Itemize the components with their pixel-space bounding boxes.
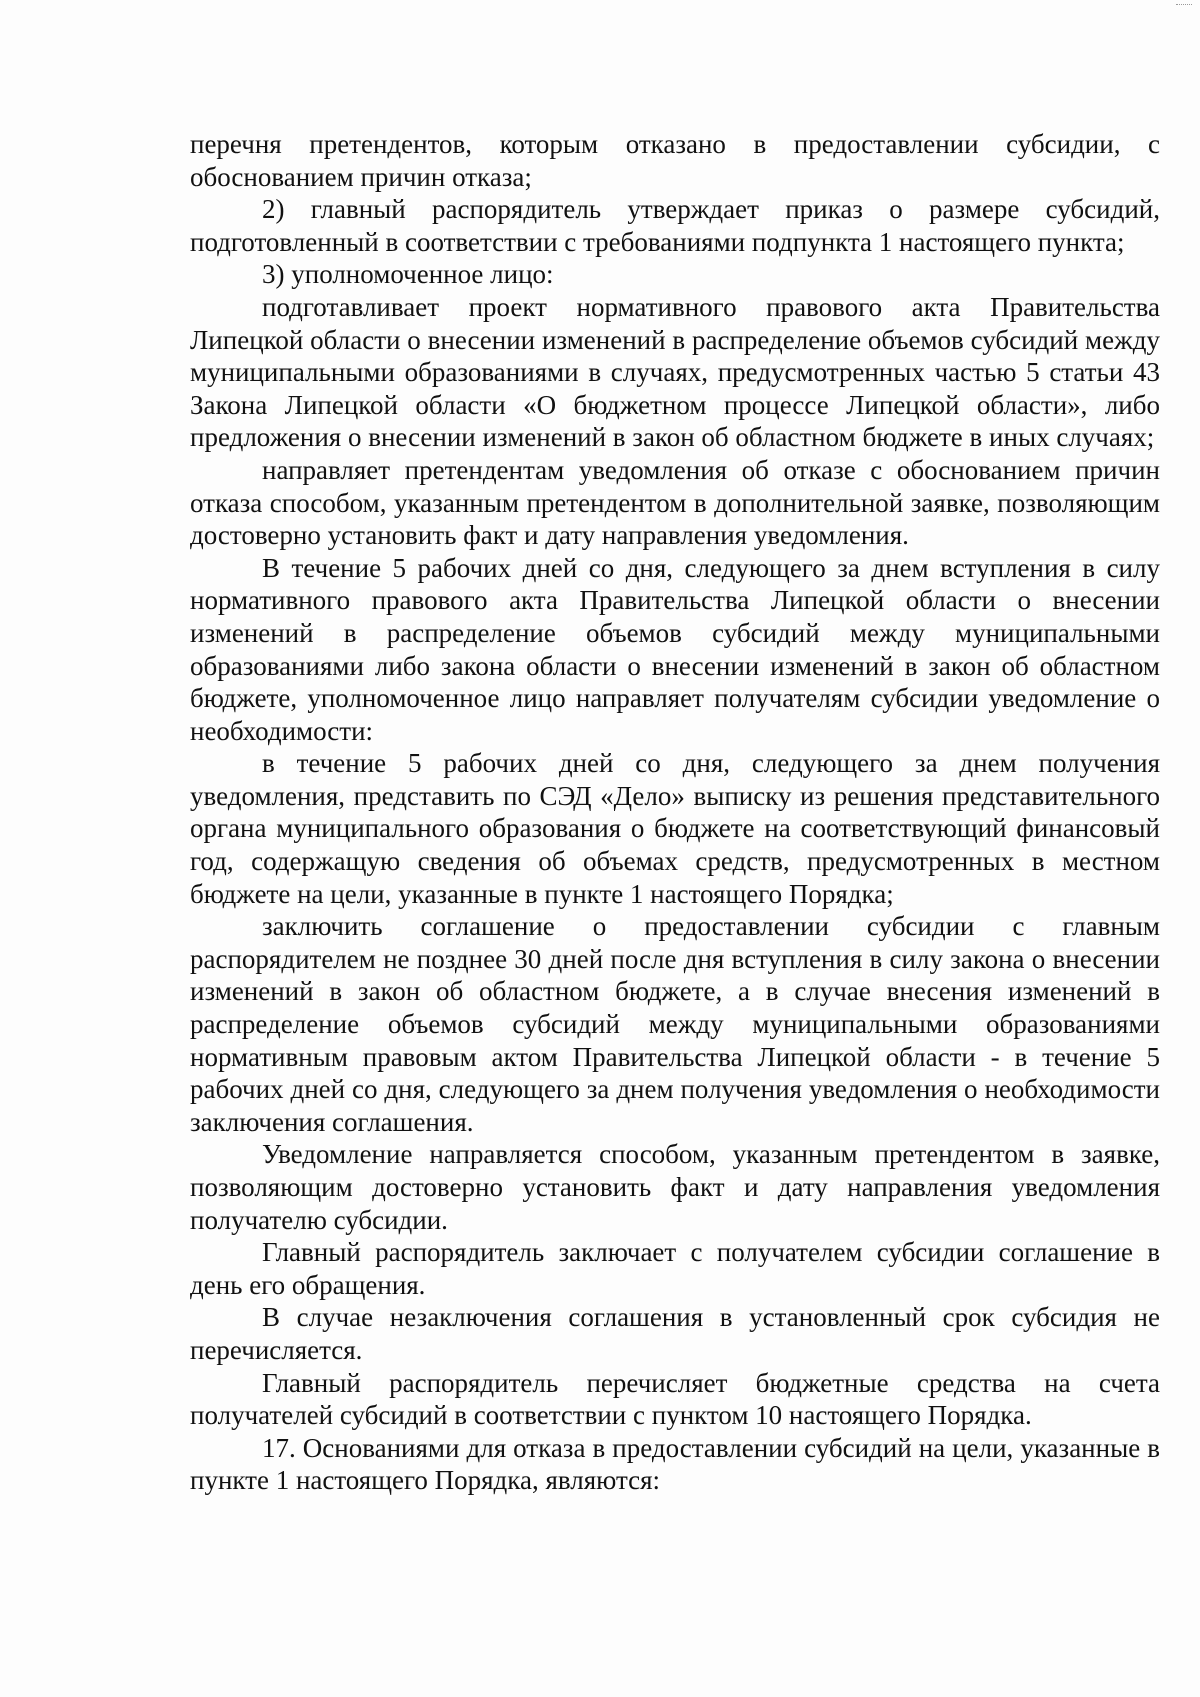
paragraph: 2) главный распорядитель утверждает приказ о размере субсидий, подготовленный в соответствии с требованиями подпункта 1 настоящего пункта; bbox=[190, 194, 1160, 257]
paragraph: направляет претендентам уведомления об отказе с обоснованием причин отказа способом, указанным претендентом в дополнительной заявке, позволяющим достоверно установить факт и дату направления уведомления. bbox=[190, 454, 1160, 551]
paragraph: Главный распорядитель заключает с получателем субсидии соглашение в день его обращения. bbox=[190, 1237, 1160, 1300]
paragraph: В течение 5 рабочих дней со дня, следующего за днем вступления в силу нормативного правового акта Правительства Липецкой области о внесении изменений в распределение объемов субсидий между муниципальными образованиями либо закона области о внесении изменений в закон об областном бюджете, уполномоченное лицо направляет получателям субсидии уведомление о необходимости: bbox=[190, 552, 1160, 746]
paragraph: 3) уполномоченное лицо: bbox=[262, 259, 554, 290]
paragraph: перечня претендентов, которым отказано в предоставлении субсидии, с обоснованием причин отказа; bbox=[190, 129, 1160, 192]
paragraph: в течение 5 рабочих дней со дня, следующего за днем получения уведомления, представить по СЭД «Дело» выписку из решения представительного органа муниципального образования о бюджете на соответствующий финансовый год, содержащую сведения об объемах средств, предусмотренных в местном бюджете на цели, указанные в пункте 1 настоящего Порядка; bbox=[190, 748, 1160, 909]
paragraph: заключить соглашение о предоставлении субсидии с главным распорядителем не позднее 30 дней после дня вступления в силу закона о внесении изменений в закон об областном бюджете, а в случае внесения изменений в распределение объемов субсидий между муниципальными образованиями нормативным правовым актом Правительства Липецкой области - в течение 5 рабочих дней со дня, следующего за днем получения уведомления о необходимости заключения соглашения. bbox=[190, 911, 1160, 1137]
document-body bbox=[190, 128, 1160, 1497]
paragraph: В случае незаключения соглашения в установленный срок субсидия не перечисляется. bbox=[190, 1302, 1160, 1365]
scan-corner-mark bbox=[1176, 4, 1192, 9]
paragraph: Главный распорядитель перечисляет бюджетные средства на счета получателей субсидий в соответствии с пунктом 10 настоящего Порядка. bbox=[190, 1367, 1160, 1431]
paragraph: подготавливает проект нормативного правового акта Правительства Липецкой области о внесении изменений в распределение объемов субсидий между муниципальными образованиями в случаях, предусмотренных частью 5 статьи 43 Закона Липецкой области «О бюджетном процессе Липецкой области», либо предложения о внесении изменений в закон об областном бюджете в иных случаях; bbox=[190, 291, 1160, 453]
paragraph: Уведомление направляется способом, указанным претендентом в заявке, позволяющим достоверно установить факт и дату направления уведомления получателю субсидии. bbox=[190, 1139, 1160, 1235]
paragraph: 17. Основаниями для отказа в предоставлении субсидий на цели, указанные в пункте 1 настоящего Порядка, являются: bbox=[190, 1432, 1160, 1496]
